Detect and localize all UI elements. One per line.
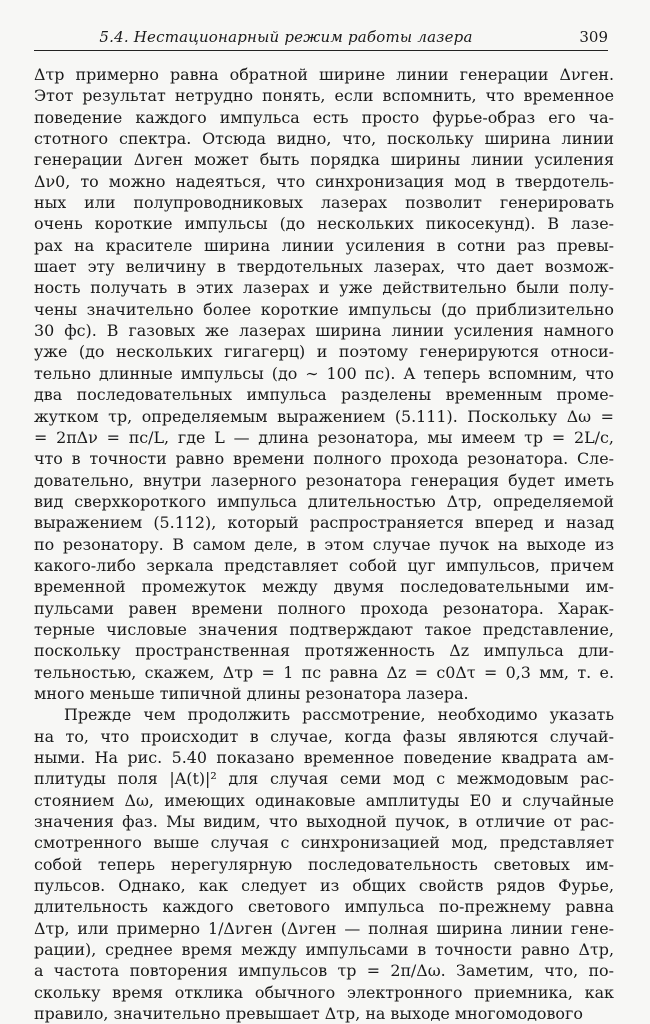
text-line: собой теперь нерегулярную последовательность световых им- (34, 854, 614, 874)
text-line: значения фаз. Мы видим, что выходной пучок, в отличие от рас- (34, 812, 614, 832)
text-line: Прежде чем продолжить рассмотрение, необходимо указать (64, 705, 614, 725)
text-line: по резонатору. В самом деле, в этом случае пучок на выходе из (34, 534, 614, 554)
text-line: жутком τp, определяемым выражением (5.111). Поскольку Δω = (34, 406, 614, 426)
text-line: поведение каждого импульса есть просто фурье-образ его ча- (34, 107, 614, 127)
text-line: выражением (5.112), который распространяется вперед и назад (34, 513, 614, 533)
text-line: какого-либо зеркала представляет собой цуг импульсов, причем (34, 555, 614, 575)
text-line: стоянием Δω, имеющих одинаковые амплитуды E0 и случайные (34, 790, 614, 810)
text-line: а частота повторения импульсов τp = 2π/Δω. Заметим, что, по- (34, 961, 614, 981)
text-line: тельностью, скажем, Δτp = 1 пс равна Δz = c0Δτ = 0,3 мм, т. е. (34, 662, 614, 682)
text-line: генерации Δνген может быть порядка ширины линии усиления (34, 150, 614, 170)
text-line: длительность каждого светового импульса по-прежнему равна (34, 897, 614, 917)
text-line: на то, что происходит в случае, когда фазы являются случай- (34, 726, 614, 746)
text-line: Δν0, то можно надеяться, что синхронизация мод в твердотель- (34, 171, 614, 191)
text-line: терные числовые значения подтверждают такое представление, (34, 619, 614, 639)
text-line: Этот результат нетрудно понять, если вспомнить, что временное (34, 86, 614, 106)
text-line: пульсов. Однако, как следует из общих свойств рядов Фурье, (34, 876, 614, 896)
text-line: смотренного выше случая с синхронизацией мод, представляет (34, 833, 614, 853)
text-line: Δτp, или примерно 1/Δνген (Δνген — полная ширина линии гене- (34, 918, 614, 938)
text-line: уже (до нескольких гигагерц) и поэтому генерируются относи- (34, 342, 614, 362)
header-rule (34, 50, 608, 51)
text-line: правило, значительно превышает Δτp, на выходе многомодового (34, 1004, 583, 1024)
text-line: чены значительно более короткие импульсы (до приблизительно (34, 299, 614, 319)
paragraph (34, 704, 614, 1024)
text-line: рах на красителе ширина линии усиления в сотни раз превы- (34, 235, 614, 255)
text-line: два последовательных импульса разделены временным проме- (34, 385, 614, 405)
text-line: ными. На рис. 5.40 показано временное поведение квадрата ам- (34, 748, 614, 767)
page-number: 309 (579, 28, 608, 46)
text-line: очень короткие импульсы (до нескольких пикосекунд). В лазе- (34, 214, 614, 234)
text-line: 30 фс). В газовых же лазерах ширина линии усиления намного (34, 321, 614, 341)
text-line: вид сверхкороткого импульса длительностью Δτp, определяемой (34, 491, 614, 511)
text-line: временной промежуток между двумя последовательными им- (34, 577, 614, 597)
body-text (34, 64, 614, 1024)
running-head (34, 26, 608, 50)
paragraph (34, 64, 614, 704)
text-line: что в точности равно времени полного прохода резонатора. Сле- (34, 449, 614, 469)
text-line: = 2πΔν = πc/L, где L — длина резонатора, мы имеем τp = 2L/c, (34, 427, 614, 447)
text-line: пульсами равен времени полного прохода резонатора. Харак- (34, 598, 614, 618)
text-line: стотного спектра. Отсюда видно, что, поскольку ширина линии (34, 129, 614, 149)
text-line: довательно, внутри лазерного резонатора генерация будет иметь (34, 470, 614, 490)
text-line: много меньше типичной длины резонатора лазера. (34, 683, 469, 703)
text-line: тельно длинные импульсы (до ∼ 100 пс). А теперь вспомним, что (34, 363, 614, 383)
text-line: поскольку пространственная протяженность Δz импульса дли- (34, 641, 614, 661)
text-line: шает эту величину в твердотельных лазерах, что дает возмож- (34, 257, 614, 277)
text-line: скольку время отклика обычного электронного приемника, как (34, 982, 614, 1002)
text-line: рации), среднее время между импульсами в точности равно Δτp, (34, 940, 614, 960)
section-title: 5.4. Нестационарный режим работы лазера (99, 28, 473, 46)
text-line: Δτp примерно равна обратной ширине линии генерации Δνген. (34, 65, 614, 84)
text-line: плитуды поля |A(t)|² для случая семи мод с межмодовым рас- (34, 769, 614, 789)
text-line: ных или полупроводниковых лазерах позволит генерировать (34, 193, 614, 213)
text-line: ность получать в этих лазерах и уже действительно были полу- (34, 278, 614, 298)
